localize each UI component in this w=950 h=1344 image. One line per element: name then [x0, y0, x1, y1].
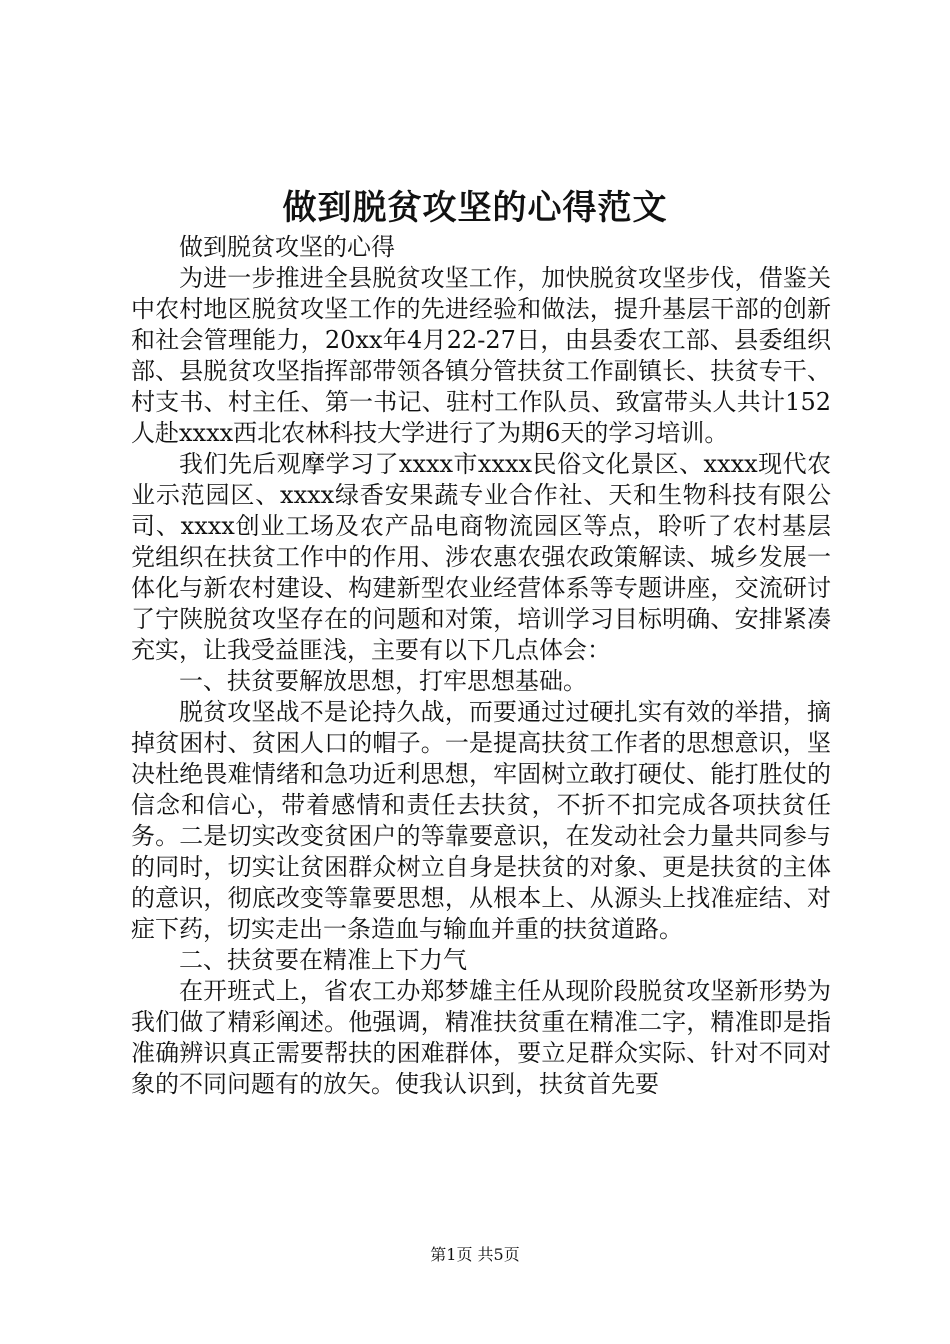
body-paragraph: 脱贫攻坚战不是论持久战，而要通过过硬扎实有效的举措，摘掉贫困村、贫困人口的帽子。一是提高扶贫工作者的思想意识，坚决杜绝畏难情绪和急功近利思想，牢固树立敢打硬仗、能打胜仗的信念和信心，带着感情和责任去扶贫，不折不扣完成各项扶贫任务。二是切实改变贫困户的等靠要意识，在发动社会力量共同参与的同时，切实让贫困群众树立自身是扶贫的对象、更是扶贫的主体的意识，彻底改变等靠要思想，从根本上、从源头上找准症结、对症下药，切实走出一条造血与输血并重的扶贫道路。 [131, 698, 831, 943]
page-number-footer: 第1页 共5页 [430, 1245, 520, 1264]
document-body [131, 232, 831, 1100]
section-heading: 二、扶贫要在精准上下力气 [179, 946, 467, 974]
document-title: 做到脱贫攻坚的心得范文 [282, 188, 668, 228]
body-paragraph: 我们先后观摩学习了xxxx市xxxx民俗文化景区、xxxx现代农业示范园区、xxxx绿香安果蔬专业合作社、天和生物科技有限公司、xxxx创业工场及农产品电商物流园区等点，聆听了农村基层党组织在扶贫工作中的作用、涉农惠农强农政策解读、城乡发展一体化与新农村建设、构建新型农业经营体系等专题讲座，交流研讨了宁陕脱贫攻坚存在的问题和对策，培训学习目标明确、安排紧凑充实，让我受益匪浅，主要有以下几点体会： [131, 450, 831, 664]
section-heading: 一、扶贫要解放思想，打牢思想基础。 [179, 667, 587, 695]
subtitle-paragraph: 做到脱贫攻坚的心得 [179, 233, 395, 261]
body-paragraph: 在开班式上，省农工办郑梦雄主任从现阶段脱贫攻坚新形势为我们做了精彩阐述。他强调，精准扶贫重在精准二字，精准即是指准确辨识真正需要帮扶的困难群体，要立足群众实际、针对不同对象的不同问题有的放矢。使我认识到，扶贫首先要 [131, 977, 831, 1098]
body-paragraph: 为进一步推进全县脱贫攻坚工作，加快脱贫攻坚步伐，借鉴关中农村地区脱贫攻坚工作的先进经验和做法，提升基层干部的创新和社会管理能力，20xx年4月22-27日，由县委农工部、县委组织部、县脱贫攻坚指挥部带领各镇分管扶贫工作副镇长、扶贫专干、村支书、村主任、第一书记、驻村工作队员、致富带头人共计152人赴xxxx西北农林科技大学进行了为期6天的学习培训。 [131, 264, 831, 447]
